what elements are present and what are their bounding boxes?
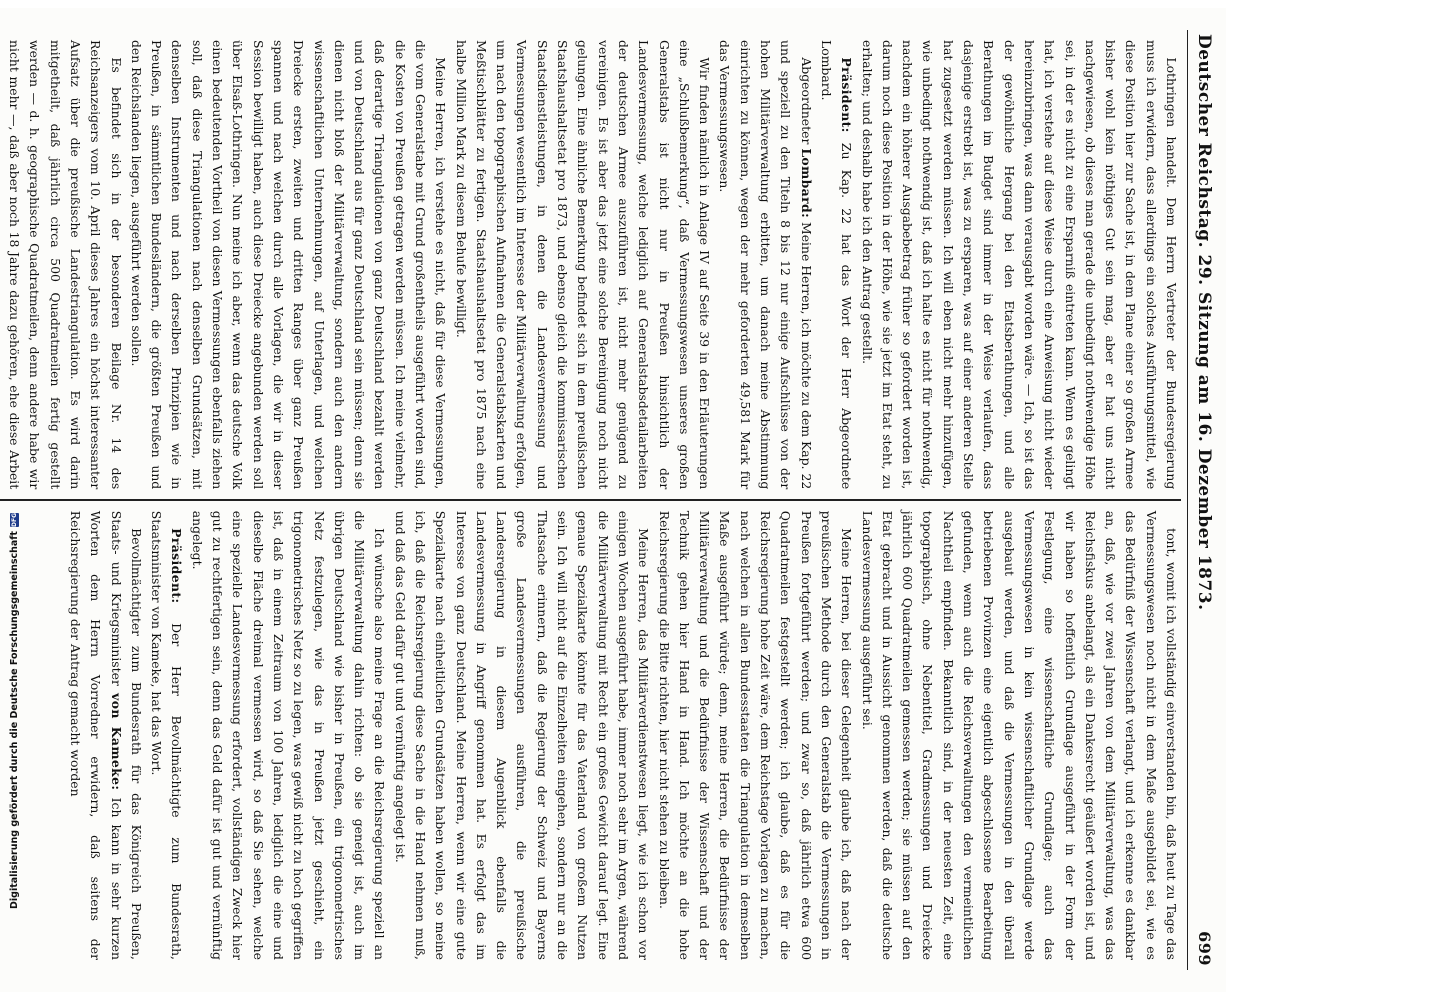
text-columns (0, 30, 1181, 970)
paragraph: Ich wünsche also meine Frage an die Reichsregierung speziell an die Militärverwaltung dahin richten: ob sie geneigt ist, auch im übrigen Deutschland wie bisher in Preußen, ein trigonometrisches Netz festzulegen, wie das in Preußen jetzt geschieht, ein trigonometrisches Netz so zu legen, was gewiß nicht zu hoch gegriffen ist, daß in einem Zeitraum von 100 Jahren, lediglich die eine und dieselbe Fläche dreimal vermessen wird, so daß Sie sehen, welche eine spezielle Landesvermessung erfordert, vollständigen Zweck hier gut zu rechtfertigen sein, denn das Geld dafür ist gut und vernünftig angelegt. (189, 510, 388, 960)
paragraph: Meine Herren, das Militärverdienstwesen liegt, wie ich schon vor einigen Wochen ausgeführt habe, immer noch sehr im Argen, während die Militärverwaltung mit Recht ein großes Gewicht darauf legt. Eine genaue Spezialkarte könnte für das Vaterland von großem Nutzen sein. Ich will nicht auf die Einzelheiten eingehen, sondern nur an die Thatsache erinnern, daß die Regierung der Schweiz und Bayerns große Landesvermessungen ausführen, die preußische Landesregierung in diesem Augenblick ebenfalls die Landesvermessung in Angriff genommen hat. Es erfolgt das im Interesse von ganz Deutschland. Meine Herren, wenn wir eine gute Spezialkarte nach einheitlichen Grundsätzen haben wollen, so meine ich, daß die Reichsregierung diese Sache in die Hand nehmen muß, und daß das Geld dafür gut und vernünftig angelegt ist. (392, 510, 652, 960)
paragraph: Lothringen handelt. Dem Herrn Vertreter der Bundesregierung muss ich erwidern, dass allerdings ein solches Ausführungsmittel, wie diese Position hier zur Sache ist, in dem Plane einer so großen Armee bisher wohl kein nöthiges Gut sein mag, aber er hat uns nicht nachgewiesen, ob dieses man gerade die unbedingt nothwendige Höhe sei, in der es nicht zu eine Ersparniß eintreten kann. Wenn es gelingt hat, ich verstehe auf diese Weise durch eine Anweisung nicht wieder hereinzubringen, was dann verausgabt worden wäre. — Ich, so ist das der gewöhnliche Hergang bei den Etatsberathungen, und alle Berathungen im Budget sind immer in der Weise verlaufen, dass dasjenige erstrebt ist, was zu ersparen, was auf einer anderen Stelle hat zugesetzt werden müssen. Ich will eben nicht mehr hinzufügen, wie unbedingt nothwendig ist, daß ich halte es nicht für nothwendig, nachdem ein höherer Ausgabebetrag früher so gefordert worden ist, darum noch diese Position in der Höhe, wie sie jetzt im Etat steht, zu erhalten; und deshalb habe ich den Antrag gestellt. (859, 40, 1179, 490)
paragraph: Meine Herren, ich verstehe es nicht, daß für diese Vermessungen, die vom Generalstabe mit Grund großentheils ausgeführt worden sind, die Kosten von Preußen getragen werden müssen. Ich meine vielmehr, daß derartige Triangulationen von ganz Deutschland bezahlt werden und von Deutschland aus für ganz Deutschland sein müssen; denn sie dienen nicht bloß der Militärverwaltung, sondern auch den andern wissenschaftlichen Unternehmungen, auf Unterlagen, und welchen Dreiecke ersten, zweiten und dritten Ranges über ganz Preußen spannen und nach welchen durch alle Vorlagen, die wir in dieser Session bewilligt haben, auch diese Dreiecke angebunden werden soll über Elsaß-Lothringen. Nun meine ich aber, wenn das deutsche Volk einen bedeutenden Vortheil von diesen Vermessungen ebenfalls ziehen soll, daß diese Triangulationen nach denselben Grundsätzen, mit denselben Instrumenten und nach derselben Prinzipien wie in Preußen, in sämmtlichen Bundesländern, die größten Preußen und den Reichslanden liegen, ausgeführt werden sollen. (128, 40, 449, 490)
paragraph: Präsident: Der Herr Bevollmächtigte zum Bundesrath, Staatsminister von Kameke, hat das Wort. (149, 510, 185, 960)
document-page (0, 8, 1226, 992)
page-header-title: Deutscher Reichstag. 29. Sitzung am 16. Dezember 1873. (1194, 34, 1214, 611)
speaker-name: von Kameke: (108, 693, 124, 791)
paragraph: Meine Herren, bei dieser Gelegenheit glaube ich, daß nach der preußischen Methode durch den Generalstab die Vermessungen in Preußen fortgeführt werden; und zwar so, daß jährlich etwa 600 Quadratmeilen festgestellt werden; ich glaube, daß es für die Reichsregierung hohe Zeit wäre, dem Reichstage Vorlagen zu machen, nach welchen in allen Bundesstaaten die Triangulation in demselben Maße ausgeführt würde; denn, meine Herren, die Bedürfnisse der Militärverwaltung und die Bedürfnisse der Wissenschaft und der Technik gehen hier Hand in Hand. Ich möchte an die hohe Reichsregierung die Bitte richten, hier nicht stehen zu bleiben. (656, 510, 855, 960)
speaker-name: Lombard: (798, 148, 814, 219)
paragraph: Bevollmächtigter zum Bundesrath für das Königreich Preußen, Staats- und Kriegsminister von Kameke: Ich kann in sehr kurzen Worten dem Herrn Vorredner erwidern, daß seitens der Reichsregierung der Antrag gemacht worden (67, 510, 144, 960)
right-column (0, 501, 1181, 970)
page-number: 699 (1195, 931, 1214, 966)
credit-text: Digitalisierung gefördert durch die Deutsche Forschungsgemeinschaft (8, 531, 20, 909)
left-column (0, 30, 1181, 499)
paragraph: Es befindet sich in der besonderen Beilage Nr. 14 des Reichsanzeigers vom 10. April dieses Jahres ein höchst interessanter Aufsatz über die preußische Landestriangulation. Es wird darin mitgetheilt, daß jährlich circa 500 Quadratmeilen fertig gestellt werden — d. h. geographische Quadratmeilen, denn andere habe wir nicht mehr —, daß aber noch 18 Jahre dazu gehören, ehe diese Arbeit (7, 40, 124, 490)
digitization-credit (7, 513, 21, 909)
page-header (1187, 30, 1218, 970)
speaker-name: Präsident: (169, 528, 185, 604)
paragraph: Wir finden nämlich in Anlage IV auf Seite 39 in den Erläuterungen eine „Schlußbemerkung“, daß Vermessungswesen unseres großen Generalstabs ist nicht nur in Preußen hinsichtlich der Landesvermessung, welche lediglich auf Generalstabsdetailarbeiten der deutschen Armee auszuführen ist, nicht mehr genügend zu vereinigen. Es ist aber das jetzt eine solche Bereinigung noch nicht gelungen. Eine ähnliche Bemerkung befindet sich in dem preußischen Staatshaushaltsetat pro 1873, und ebenso gleich die kommissarischen Staatsdienstleistungen, in denen die Landesvermessung und Vermessungen wesentlich im Interesse der Militärverwaltung erfolgen, um nach den topographischen Aufnahmen die Generalstabskarten und Meßtischblätter zu fertigen. Staatshaushaltsetat pro 1875 nach eine halbe Million Mark zu diesem Behufe bewilligt. (453, 40, 713, 490)
paragraph: tont, womit ich vollständig einverstanden bin, daß heut zu Tage das Vermessungswesen noch nicht in dem Maße ausgebildet sei, wie es das Bedürfniß der Wissenschaft verlangt, und ich erkenne es dankbar an, daß, wie vor zwei Jahren von dem Militärverwaltung, was das Reichsfiskus anbelangt, als ein Dankesrecht geäußert worden ist, und wir haben so hoffentlich Grundlage ausgeführt in der Form der Festlegung, eine wissenschaftliche Grundlage; auch das Vermessungswesen in kein wissenschaftlicher Grundlage werde ausgebaut werden, und daß die Vermessungen in den überall betriebenen Provinzen eine eigentlich abgeschlossene Bearbeitung gefunden, wenn auch die Reichsverwaltungen den vermeintlichen Nachtheil empfinden. Bekanntlich sind, in der neuesten Zeit, eine topographisch, ohne Nebentitel, Gradmessungen und Dreiecke jährlich 600 Quadratmeilen gemessen werden; sie müssen auf den Etat gebracht und in Aussicht genommen werden, daß die deutsche Landesvermessung ausgeführt sei. (859, 510, 1179, 960)
speaker-name: Präsident: (839, 57, 855, 133)
paragraph: Präsident: Zu Kap. 22 hat das Wort der Herr Abgeordnete Lombard. (818, 40, 855, 490)
dfg-logo-icon: DFG (10, 513, 18, 528)
paragraph: Abgeordneter Lombard: Meine Herren, ich möchte zu dem Kap. 22 und speziell zu den Titeln 8 bis 12 nur einige Aufschlüsse von der hohen Militärverwaltung erbitten, um danach meine Abstimmung einrichten zu können, wegen der mehr geforderten 49,581 Mark für das Vermessungswesen. (717, 40, 814, 490)
